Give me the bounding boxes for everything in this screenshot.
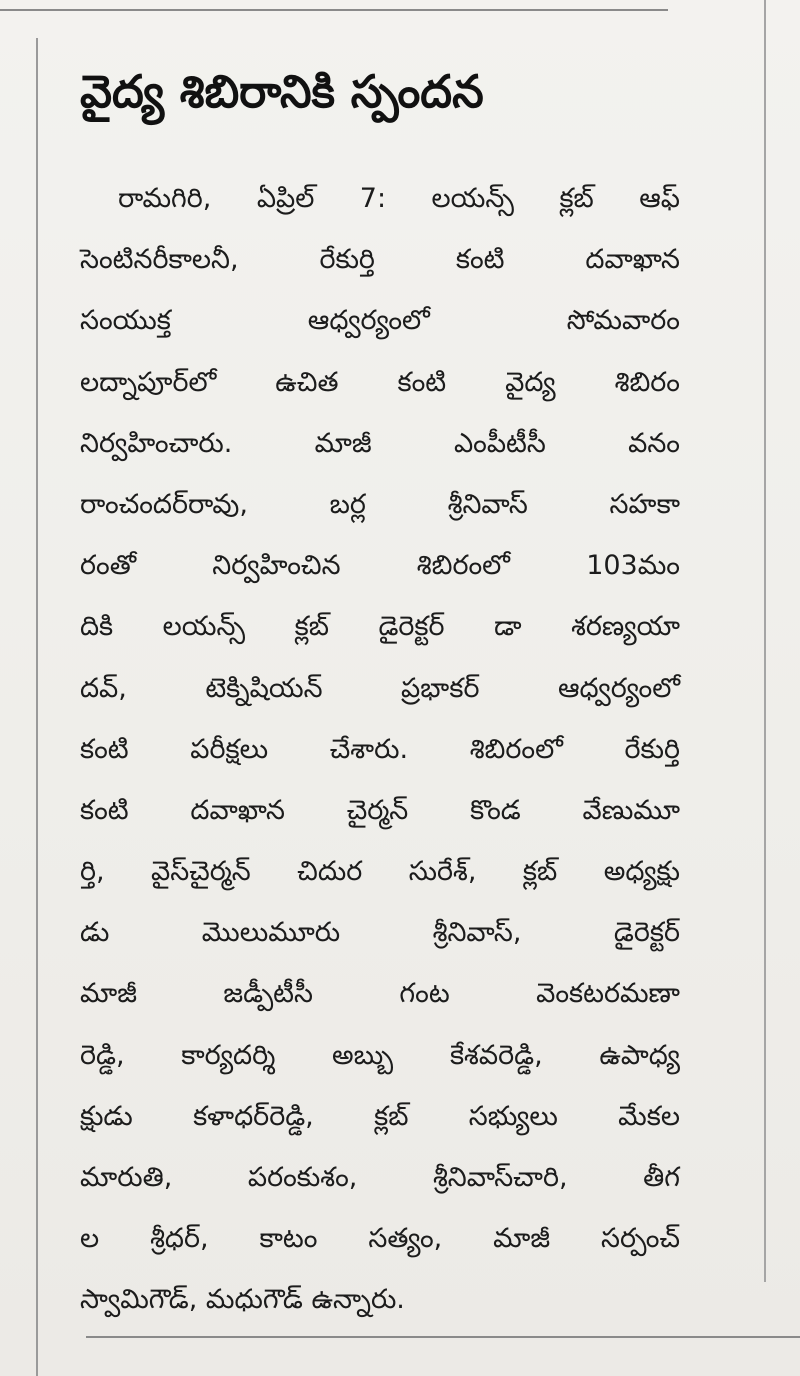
article-line: దవ్, టెక్నిషియన్ ప్రభాకర్ ఆధ్వర్యంలో <box>80 672 680 704</box>
article-line: సెంటినరీకాలనీ, రేకుర్తి కంటి దవాఖాన <box>80 244 680 276</box>
article-line: కంటి పరీక్షలు చేశారు. శిబిరంలో రేకుర్తి <box>80 733 680 765</box>
left-column-divider <box>36 38 38 1376</box>
article-line: డు మొలుమూరు శ్రీనివాస్, డైరెక్టర్ <box>80 917 680 949</box>
article-line: కంటి దవాఖాన చైర్మన్ కొండ వేణుమూ <box>80 794 680 826</box>
article-line: మాజీ జడ్పీటీసీ గంట వెంకటరమణా <box>80 978 680 1010</box>
article-line: ర్తి, వైస్‌చైర్మన్ చిదుర సురేశ్, క్లబ్ అధ్యక్షు <box>80 856 680 888</box>
right-column-divider <box>764 0 766 1282</box>
article-line: స్వామిగౌడ్, మధుగౌడ్ ఉన్నారు. <box>80 1284 405 1316</box>
article-line: క్షుడు కళాధర్‌రెడ్డి, క్లబ్ సభ్యులు మేకల <box>80 1100 680 1132</box>
article-line: రాంచందర్‌రావు, బర్ల శ్రీనివాస్ సహకా <box>80 488 680 520</box>
article-line: రంతో నిర్వహించిన శిబిరంలో 103మం <box>80 550 680 582</box>
article-body <box>80 168 680 1331</box>
bottom-column-rule <box>86 1336 800 1338</box>
article-line: ల శ్రీధర్, కాటం సత్యం, మాజీ సర్పంచ్ <box>80 1223 680 1255</box>
article-line: రామగిరి, ఏప్రిల్ 7: లయన్స్ క్లబ్ ఆఫ్ <box>118 183 680 214</box>
top-column-rule <box>0 9 668 11</box>
article-line: దికి లయన్స్ క్లబ్ డైరెక్టర్ డా శరణ్యయా <box>80 611 680 643</box>
article-line: లద్నాపూర్‌లో ఉచిత కంటి వైద్య శిబిరం <box>80 366 680 398</box>
article-headline: వైద్య శిబిరానికి స్పందన <box>80 65 484 118</box>
article-line: సంయుక్త ఆధ్వర్యంలో సోమవారం <box>80 305 680 337</box>
article-line: రెడ్డి, కార్యదర్శి అబ్బు కేశవరెడ్డి, ఉపాధ్య <box>80 1039 680 1071</box>
article-line: మారుతి, పరంకుశం, శ్రీనివాస్‌చారి, తీగ <box>80 1162 680 1193</box>
article-line: నిర్వహించారు. మాజీ ఎంపీటీసీ వనం <box>80 427 680 459</box>
